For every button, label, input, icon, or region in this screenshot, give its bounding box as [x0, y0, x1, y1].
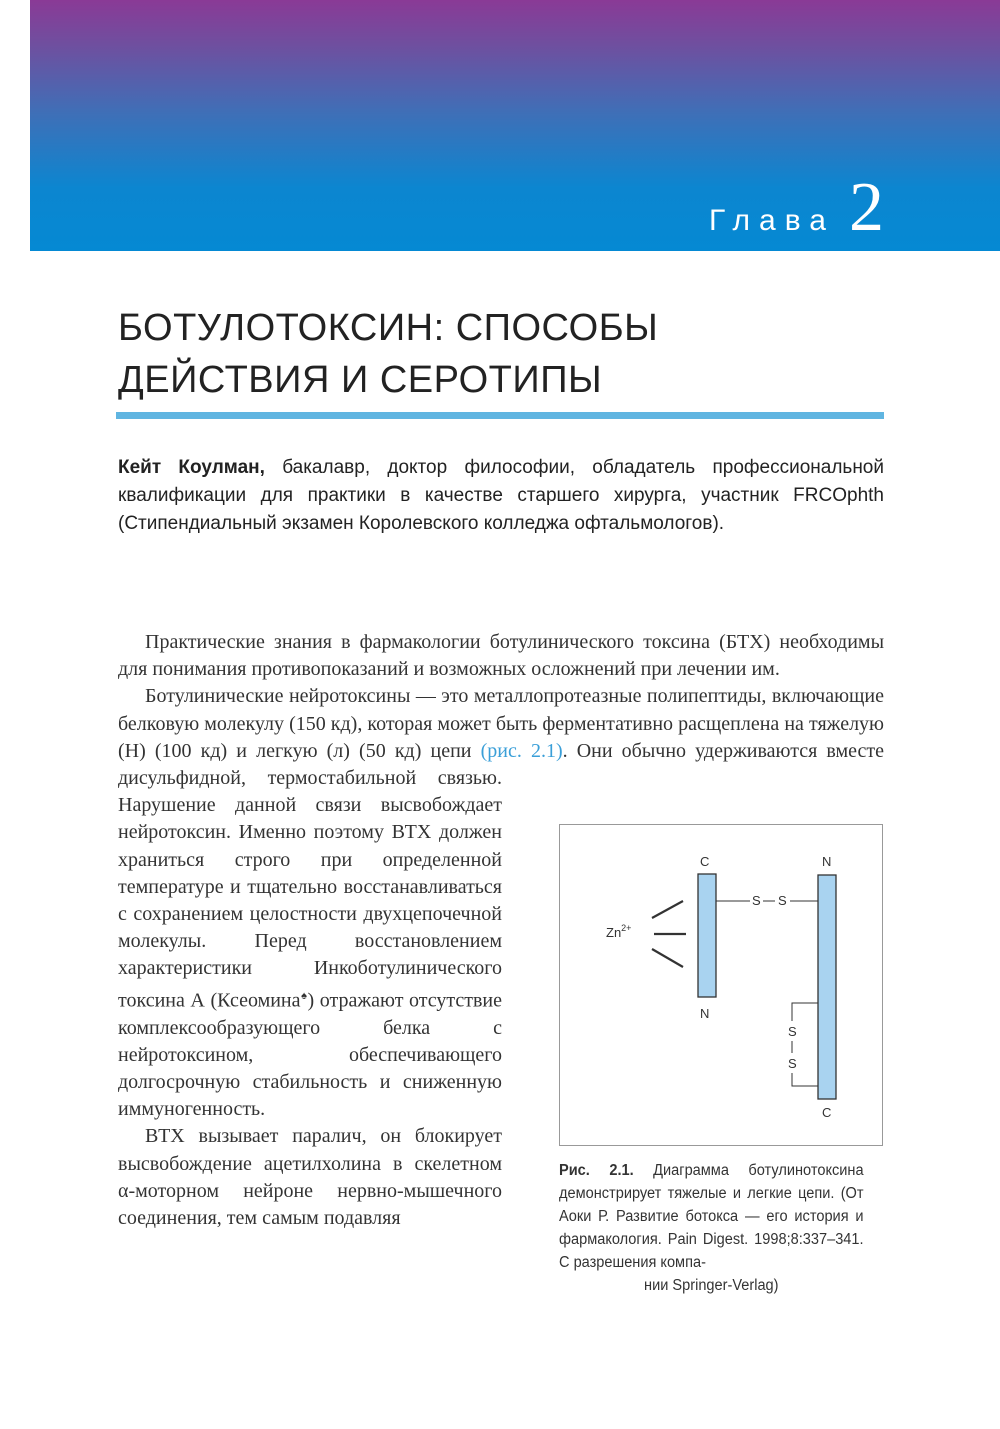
paragraph-3: ВТХ вызывает паралич, он блокирует высвобождение ацетилхолина в скелетном α-моторном нейроне нервно-мышечного соединения, тем самым подавляя	[118, 1125, 502, 1229]
heavy-chain-bar	[818, 875, 836, 1099]
paragraph-2-tail: ) отражают отсутствие комплексообразующего белка с нейротоксином, обеспечивающего долгосрочную стабильность и сниженную иммуногенность.	[118, 989, 502, 1121]
chapter-title-line-2: ДЕЙСТВИЯ И СЕРОТИПЫ	[118, 359, 603, 401]
light-chain-c-label: C	[700, 854, 710, 869]
figure-reference-link[interactable]: (рис. 2.1)	[480, 739, 563, 762]
intrachain-s-upper: S	[788, 1024, 797, 1039]
paragraph-2-start: Ботулинические нейротоксины — это металлопротеазные полипептиды, включающие белковую молекулу (150 кд), которая может быть ферментативно расщеплена на тяжелую (Н) (100 кд) и легкую (л) (50 кд) цепи	[118, 685, 884, 762]
light-chain-bar	[698, 874, 716, 997]
chapter-number: 2	[849, 169, 884, 246]
chapter-heading	[709, 168, 884, 248]
chapter-title-line-1: БОТУЛОТОКСИН: СПОСОБЫ	[118, 307, 659, 349]
chapter-banner	[30, 0, 1000, 251]
paragraph-2-end: . Они обычно удерживаются вместе дисульфидной, термостабильной связью. Нарушение данной связи высвобождает нейротоксин. Именно поэтому ВТХ должен храниться строго при определенной температуре и тщательно восстанавливаться с сохранением целостности двухцепочечной молекулы. Перед восстановлением характеристики Инкоботулинического токсина А (Ксеомина	[118, 739, 884, 1012]
chapter-word: Глава	[708, 204, 835, 237]
caption-last-line: нии Springer-Verlag)	[644, 1277, 779, 1294]
figure-2-1	[559, 824, 883, 1146]
author-name: Кейт Коулман,	[118, 457, 265, 478]
intrachain-bond-top	[792, 1003, 818, 1021]
heavy-chain-n-label: N	[822, 854, 832, 869]
caption-text: Диаграмма ботулинотоксина демонстрирует тяжелые и легкие цепи. (От Аоки Р. Развитие ботокса — его история и фармакология. Pain Digest. 1998;8:337–341. С разрешения компа-	[559, 1162, 864, 1271]
figure-caption	[559, 1159, 864, 1297]
caption-label: Рис. 2.1.	[559, 1162, 634, 1179]
author-block	[118, 454, 884, 538]
zinc-binding-line-1	[652, 901, 683, 918]
author-credentials: бакалавр, доктор философии, обладатель профессиональной квалификации для практики в качестве старшего хирурга, участник FRCOphth (Стипендиальный экзамен Королевского колледжа офтальмологов).	[118, 457, 884, 534]
paragraph-1: Практические знания в фармакологии ботулинического токсина (БТХ) необходимы для понимания противопоказаний и возможных осложнений при лечении им.	[118, 631, 884, 681]
intrachain-bond-bottom	[792, 1073, 818, 1086]
zinc-label: $Zn^{2+}$	[606, 923, 632, 940]
disulfide-s1-label: S	[752, 893, 761, 908]
intrachain-s-lower: S	[788, 1056, 797, 1071]
trademark-mark: ♠	[300, 989, 308, 1002]
chapter-title	[118, 302, 888, 406]
zinc-binding-line-3	[652, 949, 683, 967]
disulfide-s2-label: S	[778, 893, 787, 908]
botulinum-diagram	[560, 825, 884, 1147]
heavy-chain-c-label: C	[822, 1105, 832, 1120]
light-chain-n-label: N	[700, 1006, 710, 1021]
title-rule	[116, 412, 884, 419]
